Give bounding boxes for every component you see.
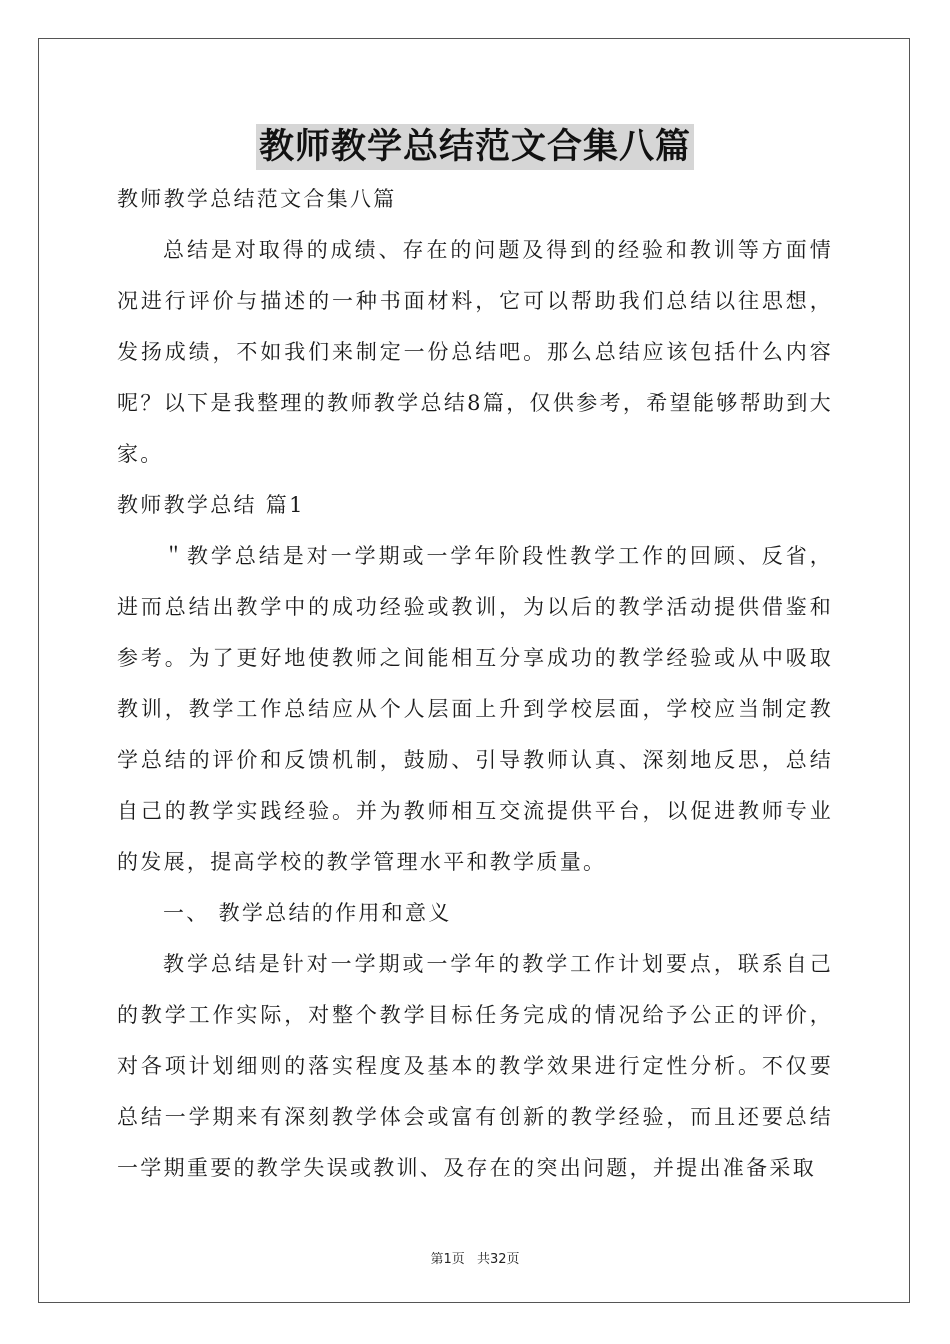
subsection-heading: 一、 教学总结的作用和意义 [163, 901, 452, 925]
title-container [0, 124, 950, 170]
page-total: 共32页 [476, 1252, 520, 1267]
body-paragraph: 教学总结是针对一学期或一学年的教学工作计划要点，联系自己的教学工作实际，对整个教学目标任务完成的情况给予公正的评价，对各项计划细则的落实程度及基本的教学效果进行定性分析。不仅要总结一学期来有深刻教学体会或富有创新的教学经验，而且还要总结一学期重要的教学失误或教训、及存在的突出问题，并提出准备采取 [117, 952, 833, 1180]
document-body [117, 174, 833, 1194]
page-number: 第1页 [430, 1252, 465, 1267]
document-subtitle: 教师教学总结范文合集八篇 [117, 187, 397, 211]
section-heading: 教师教学总结 篇1 [117, 493, 305, 517]
page-footer [0, 1248, 950, 1267]
document-title: 教师教学总结范文合集八篇 [256, 124, 694, 170]
intro-paragraph: 总结是对取得的成绩、存在的问题及得到的经验和教训等方面情况进行评价与描述的一种书面材料，它可以帮助我们总结以往思想，发扬成绩，不如我们来制定一份总结吧。那么总结应该包括什么内容呢？以下是我整理的教师教学总结8篇，仅供参考，希望能够帮助到大家。 [117, 238, 833, 466]
body-paragraph: ＂教学总结是对一学期或一学年阶段性教学工作的回顾、反省，进而总结出教学中的成功经验或教训，为以后的教学活动提供借鉴和参考。为了更好地使教师之间能相互分享成功的教学经验或从中吸取教训，教学工作总结应从个人层面上升到学校层面，学校应当制定教学总结的评价和反馈机制，鼓励、引导教师认真、深刻地反思，总结自己的教学实践经验。并为教师相互交流提供平台，以促进教师专业的发展，提高学校的教学管理水平和教学质量。 [117, 544, 833, 874]
